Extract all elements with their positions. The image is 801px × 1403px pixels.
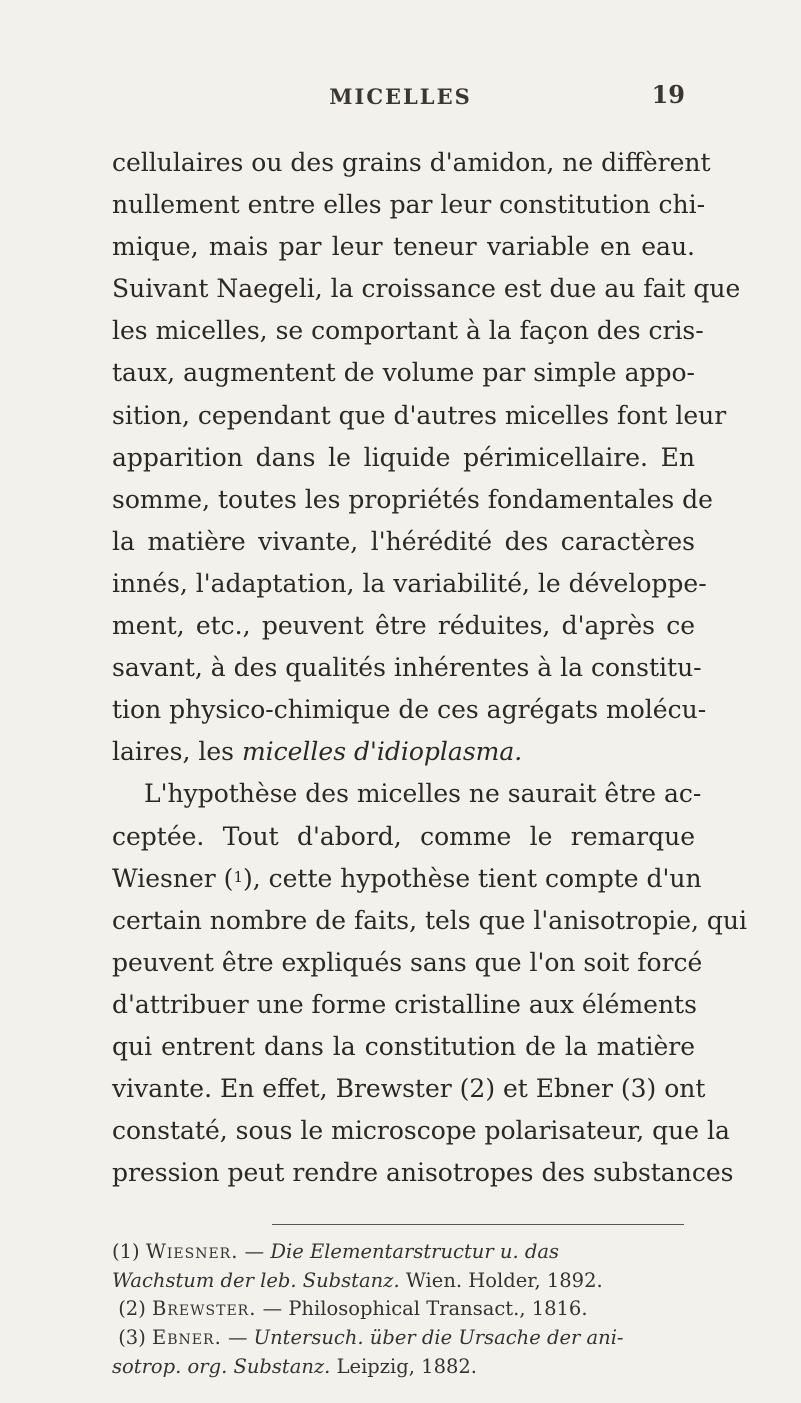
- text-line: vivante. En effet, Brewster (2) et Ebner (3) ont: [112, 1074, 706, 1104]
- footnote-3: [112, 1324, 692, 1353]
- body-text: [112, 142, 748, 1194]
- text-line: sition, cependant que d'autres micelles font leur: [112, 400, 727, 430]
- footnote-sep: —: [221, 1326, 254, 1350]
- footnote-number: (1): [112, 1240, 140, 1263]
- footnote-publisher: Philosophical Transact., 1816.: [288, 1297, 588, 1321]
- footnote-author: Ebner.: [152, 1326, 222, 1350]
- footnote-title: Untersuch. über die Ursache der ani-: [253, 1326, 624, 1350]
- text-line: apparition dans le liquide périmicellaire. En: [112, 442, 695, 472]
- footnote-number: (2): [118, 1297, 146, 1321]
- paragraph-end-line: [112, 731, 695, 773]
- footnote-sep: —: [238, 1240, 271, 1263]
- paragraph-start-line: L'hypothèse des micelles ne saurait être ac-: [144, 779, 702, 809]
- footnote-author: Wiesner.: [145, 1240, 239, 1263]
- footnote-2: [112, 1295, 692, 1324]
- text-line: certain nombre de faits, tels que l'anisotropie, qui: [112, 905, 748, 935]
- text-line: qui entrent dans la constitution de la matière: [112, 1031, 695, 1061]
- text-line: [112, 858, 702, 900]
- footnote-ref: 1: [233, 867, 243, 886]
- text-line: ceptée. Tout d'abord, comme le remarque: [112, 821, 695, 851]
- footnotes: [112, 1238, 692, 1382]
- footnote-publisher: Leipzig, 1882.: [330, 1354, 477, 1378]
- text-line: Suivant Naegeli, la croissance est due au fait que: [112, 274, 741, 304]
- text-line: somme, toutes les propriétés fondamentales de: [112, 484, 713, 514]
- running-head: [0, 80, 801, 116]
- text-line: la matière vivante, l'hérédité des caractères: [112, 526, 695, 556]
- text-line: cellulaires ou des grains d'amidon, ne diffèrent: [112, 148, 711, 177]
- footnote-rule: [272, 1224, 684, 1225]
- text-line: savant, à des qualités inhérentes à la constitu-: [112, 653, 702, 683]
- line-text: Wiesner (: [112, 863, 234, 893]
- text-line: pression peut rendre anisotropes des substances: [112, 1158, 734, 1188]
- text-line: taux, augmentent de volume par simple appo-: [112, 358, 695, 388]
- text-line: tion physico-chimique de ces agrégats molécu-: [112, 695, 707, 725]
- italic-term: micelles d'idioplasma.: [241, 737, 523, 767]
- page-number: 19: [651, 80, 685, 109]
- text-line: mique, mais par leur teneur variable en eau.: [112, 232, 695, 262]
- line-text: laires, les: [112, 737, 242, 767]
- text-line: nullement entre elles par leur constitution chi-: [112, 190, 706, 220]
- footnote-1-cont: [112, 1267, 692, 1296]
- footnote-title: sotrop. org. Substanz.: [112, 1354, 331, 1378]
- footnote-title: Wachstum der leb. Substanz.: [112, 1268, 400, 1292]
- text-line: peuvent être expliqués sans que l'on soit forcé: [112, 947, 703, 977]
- text-line: d'attribuer une forme cristalline aux éléments: [112, 989, 697, 1019]
- text-line: innés, l'adaptation, la variabilité, le développe-: [112, 568, 707, 598]
- text-line: ment, etc., peuvent être réduites, d'après ce: [112, 611, 695, 641]
- footnote-number: (3): [118, 1326, 146, 1350]
- line-text: ), cette hypothèse tient compte d'un: [242, 863, 702, 893]
- footnote-publisher: Wien. Holder, 1892.: [399, 1268, 603, 1292]
- footnote-title: Die Elementarstructur u. das: [270, 1240, 559, 1263]
- footnote-1: [112, 1238, 692, 1267]
- footnote-author: Brewster.: [152, 1297, 257, 1321]
- text-line: constaté, sous le microscope polarisateur, que la: [112, 1116, 730, 1146]
- text-line: les micelles, se comportant à la façon des cris-: [112, 316, 704, 346]
- footnote-sep: —: [256, 1297, 289, 1321]
- running-title: MICELLES: [329, 84, 472, 109]
- footnote-3-cont: [112, 1353, 692, 1382]
